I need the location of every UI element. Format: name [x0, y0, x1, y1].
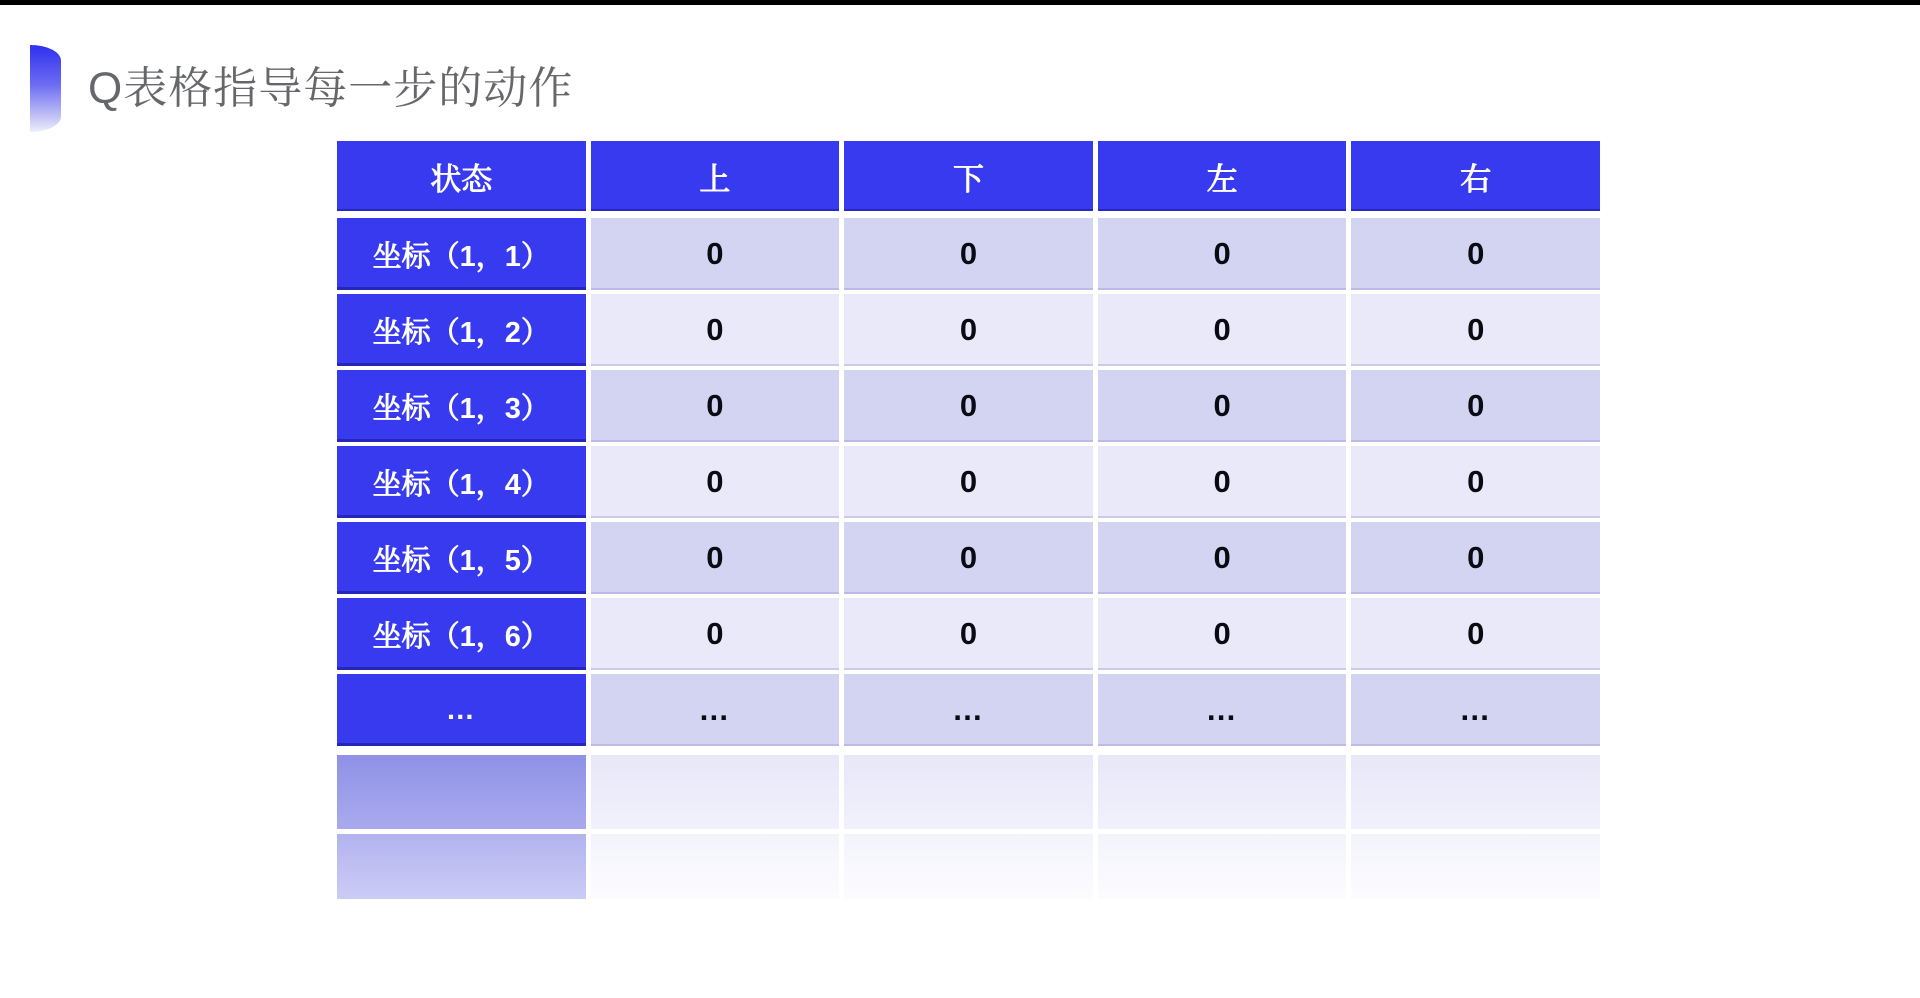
table-row-faded: [337, 755, 1600, 829]
q-value-cell: 0: [1098, 218, 1347, 290]
header-down: 下: [844, 141, 1093, 211]
faded-cell: [337, 755, 586, 829]
table-row: [337, 294, 1600, 366]
header-up: 上: [591, 141, 840, 211]
table-row: [337, 598, 1600, 670]
q-value-cell: 0: [1351, 598, 1600, 670]
faded-cell: [337, 834, 586, 899]
q-value-cell: 0: [844, 522, 1093, 594]
q-value-cell: 0: [591, 598, 840, 670]
half-circle-accent-icon: [30, 45, 61, 132]
q-value-cell: 0: [591, 522, 840, 594]
row-label: 坐标（1，1）: [337, 218, 586, 290]
q-value-cell: 0: [1351, 446, 1600, 518]
top-black-bar: [0, 0, 1920, 5]
q-value-cell: 0: [1351, 294, 1600, 366]
table-row-faded: [337, 834, 1600, 899]
q-value-cell: …: [591, 674, 840, 746]
q-value-table: [337, 141, 1600, 899]
row-label: …: [337, 674, 586, 746]
slide-header: [30, 45, 573, 132]
header-right: 右: [1351, 141, 1600, 211]
q-value-cell: 0: [591, 446, 840, 518]
faded-cell: [591, 755, 840, 829]
q-value-cell: …: [1098, 674, 1347, 746]
row-label: 坐标（1，5）: [337, 522, 586, 594]
row-label: 坐标（1，4）: [337, 446, 586, 518]
header-state: 状态: [337, 141, 586, 211]
q-value-cell: 0: [1098, 522, 1347, 594]
table-row: [337, 218, 1600, 290]
q-value-cell: 0: [1098, 598, 1347, 670]
faded-cell: [844, 834, 1093, 899]
row-label: 坐标（1，6）: [337, 598, 586, 670]
faded-cell: [1098, 755, 1347, 829]
row-label: 坐标（1，3）: [337, 370, 586, 442]
table-row: [337, 522, 1600, 594]
faded-cell: [1351, 755, 1600, 829]
table-header-row: [337, 141, 1600, 211]
table-row-ellipsis: [337, 674, 1600, 746]
q-value-cell: 0: [1351, 370, 1600, 442]
page-title: Q表格指导每一步的动作: [88, 64, 574, 113]
header-left: 左: [1098, 141, 1347, 211]
faded-cell: [1098, 834, 1347, 899]
row-label: 坐标（1，2）: [337, 294, 586, 366]
q-value-cell: 0: [844, 218, 1093, 290]
q-value-cell: 0: [844, 294, 1093, 366]
faded-cell: [1351, 834, 1600, 899]
q-value-cell: 0: [1351, 522, 1600, 594]
q-value-cell: 0: [1098, 294, 1347, 366]
q-value-cell: …: [844, 674, 1093, 746]
q-value-cell: …: [1351, 674, 1600, 746]
q-value-cell: 0: [844, 598, 1093, 670]
q-value-cell: 0: [844, 370, 1093, 442]
q-value-cell: 0: [591, 218, 840, 290]
q-value-cell: 0: [1098, 370, 1347, 442]
q-value-cell: 0: [591, 370, 840, 442]
q-value-cell: 0: [591, 294, 840, 366]
table-row: [337, 370, 1600, 442]
q-value-cell: 0: [1098, 446, 1347, 518]
faded-cell: [844, 755, 1093, 829]
q-value-cell: 0: [1351, 218, 1600, 290]
faded-cell: [591, 834, 840, 899]
q-value-cell: 0: [844, 446, 1093, 518]
table-row: [337, 446, 1600, 518]
